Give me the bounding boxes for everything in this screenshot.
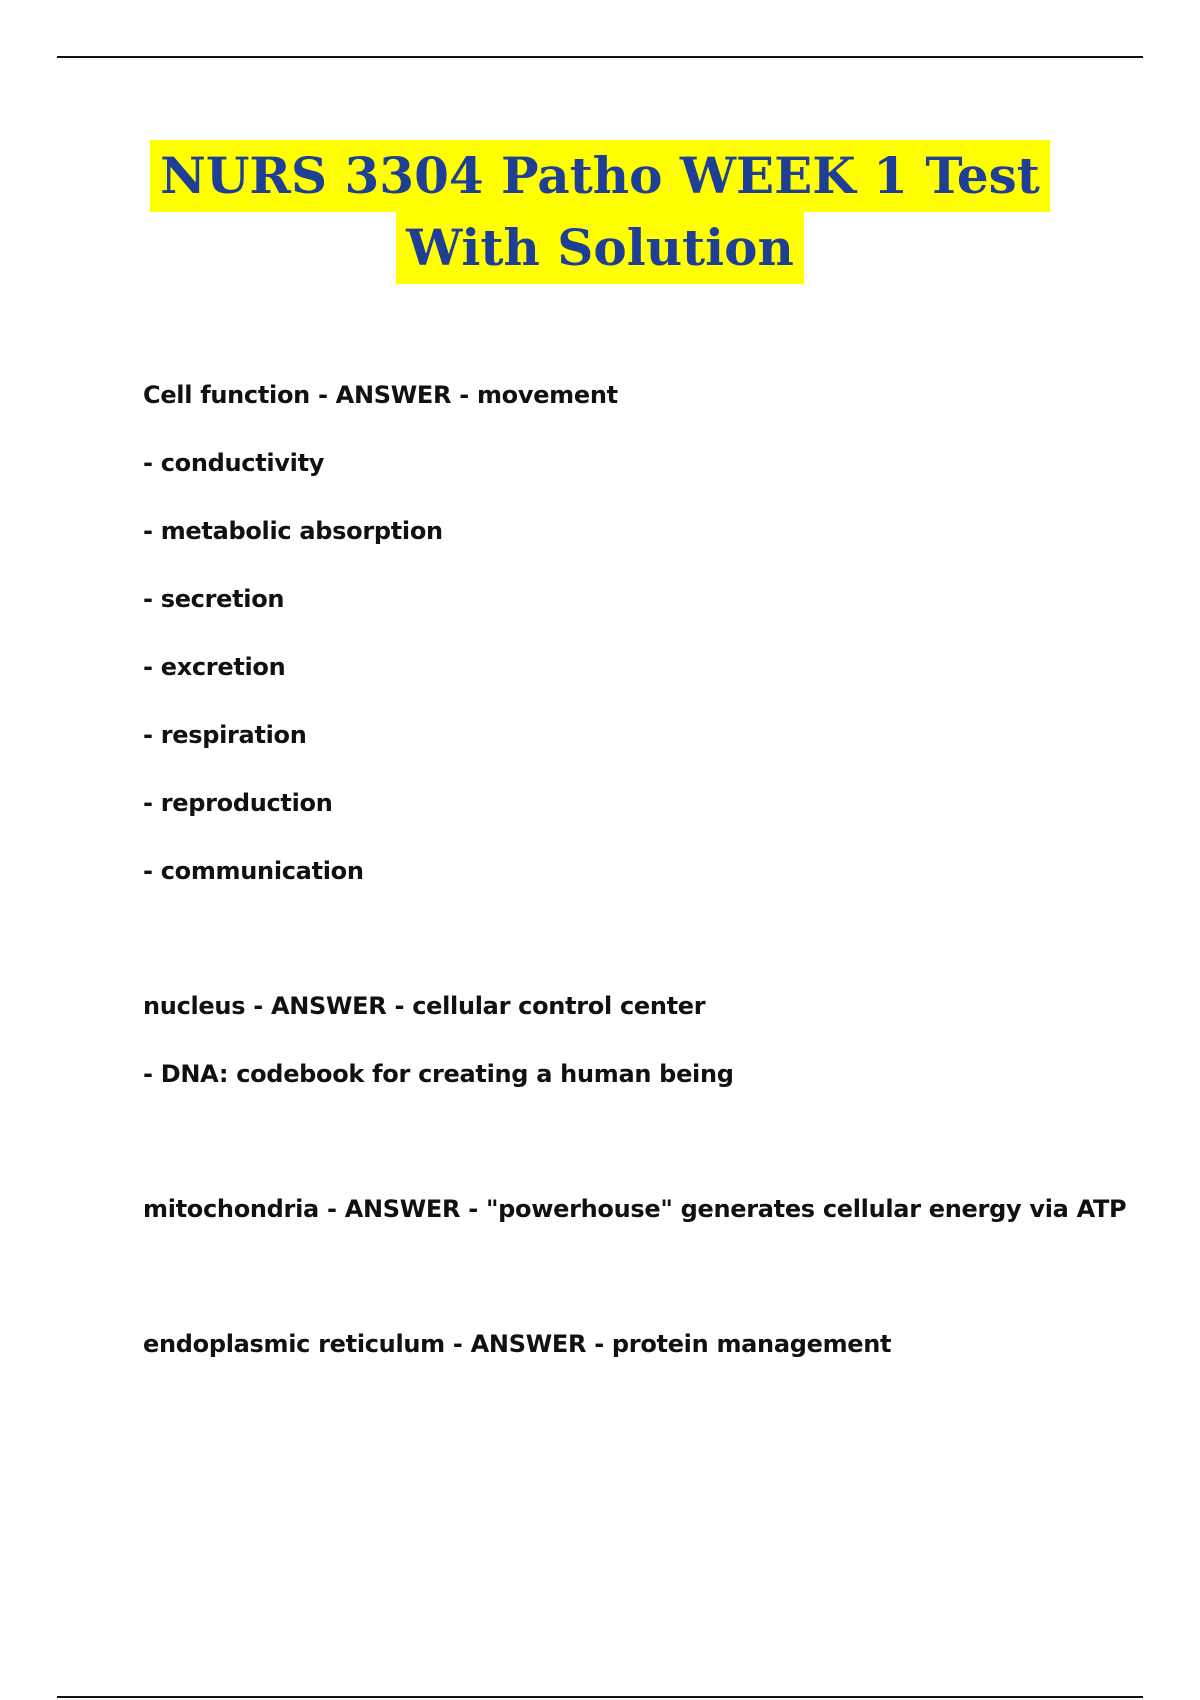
list-item: - conductivity bbox=[143, 449, 325, 477]
list-item: - DNA: codebook for creating a human being bbox=[143, 1060, 734, 1088]
list-item: - reproduction bbox=[143, 789, 333, 817]
document-body bbox=[143, 380, 1143, 1359]
entry-cell-function: Cell function - ANSWER - movement bbox=[143, 381, 618, 409]
title-line-2: With Solution bbox=[396, 212, 804, 284]
list-item: - metabolic absorption bbox=[143, 517, 443, 545]
entry-endoplasmic-reticulum: endoplasmic reticulum - ANSWER - protein management bbox=[143, 1330, 892, 1358]
entry-mitochondria: mitochondria - ANSWER - "powerhouse" generates cellular energy via ATP bbox=[143, 1195, 1127, 1223]
title-line-1: NURS 3304 Patho WEEK 1 Test bbox=[150, 140, 1050, 212]
list-item: - secretion bbox=[143, 585, 285, 613]
list-item: - excretion bbox=[143, 653, 286, 681]
header-rule bbox=[57, 56, 1143, 58]
entry-nucleus: nucleus - ANSWER - cellular control center bbox=[143, 992, 706, 1020]
list-item: - respiration bbox=[143, 721, 307, 749]
document-title bbox=[0, 140, 1200, 284]
list-item: - communication bbox=[143, 857, 364, 885]
footer-rule bbox=[57, 1696, 1143, 1698]
